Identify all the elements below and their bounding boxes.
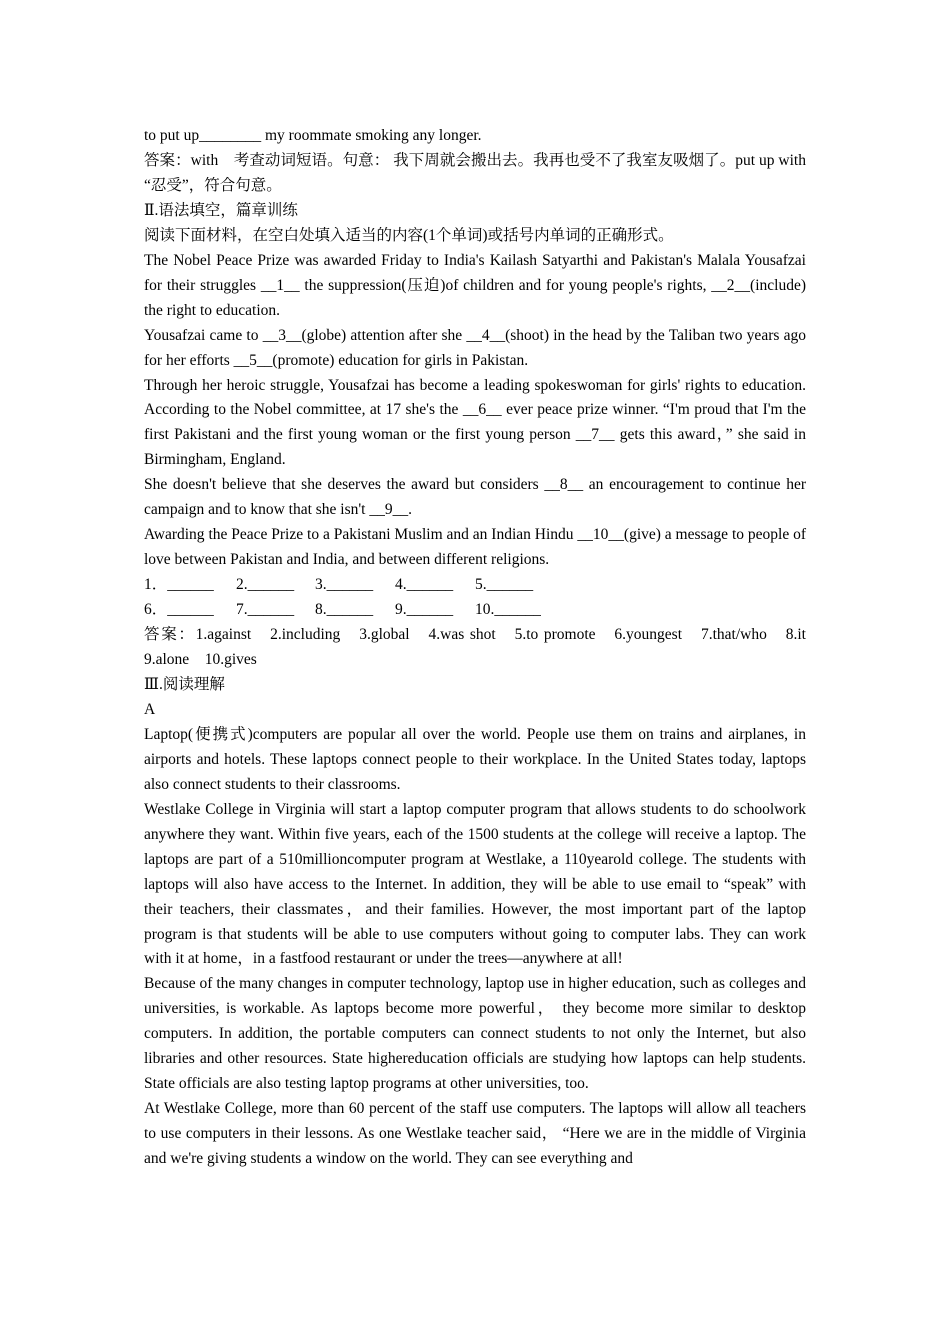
paragraph: Yousafzai came to __3__(globe) attention after she __4__(shoot) in the head by the Taliban two years ago for her efforts __5__(promote) education for girls in Pakistan.	[144, 326, 806, 369]
paragraph: Laptop(便携式)computers are popular all over the world. People use them on trains and airplanes, in airports and hotels. These laptops connect people to their workplace. In the United States today, laptops also connect students to their classrooms.	[144, 725, 806, 793]
blank-item: 4.______	[395, 576, 454, 594]
section-heading: Ⅱ.语法填空，篇章训练	[144, 201, 298, 219]
blank-item: 1．______	[144, 576, 214, 594]
paragraph: The Nobel Peace Prize was awarded Friday to India's Kailash Satyarthi and Pakistan's Malala Yousafzai for their struggles __1__ the suppression(压迫)of children and for young people's rights, __2__(include) the right to education.	[144, 251, 806, 319]
blank-item: 7.______	[236, 601, 295, 619]
answer-paragraph: 答案：1.against 2.including 3.global 4.was shot 5.to promote 6.youngest 7.that/who 8.it 9.alone 10.gives	[144, 626, 822, 669]
blank-item: 8.______	[315, 601, 374, 619]
paragraph: Awarding the Peace Prize to a Pakistani Muslim and an Indian Hindu __10__(give) a message to people of love between Pakistan and India, and between different religions.	[144, 526, 806, 569]
blank-row	[144, 598, 806, 623]
blank-item: 5.______	[475, 576, 534, 594]
blank-item: 10.______	[475, 601, 541, 619]
paragraph: At Westlake College, more than 60 percent of the staff use computers. The laptops will allow all teachers to use computers in their lessons. As one Westlake teacher said， “Here we are in the middle of Virginia and we're giving students a window on the world. They can see everything and	[144, 1100, 806, 1168]
paragraph: Because of the many changes in computer technology, laptop use in higher education, such as colleges and universities, is workable. As laptops become more powerful， they become more similar to desktop computers. In addition, the portable computers can connect students to not only the Internet, but also libraries and other resources. State highereducation officials are studying how laptops can help students. State officials are also testing laptop programs at other universities, too.	[144, 975, 806, 1093]
passage-label: A	[144, 700, 156, 718]
paragraph: Through her heroic struggle, Yousafzai has become a leading spokeswoman for girls' rights to education. According to the Nobel committee, at 17 she's the __6__ ever peace prize winner. “I'm proud that I'm the first Pakistani and the first young woman or the first young person __7__ gets this award，” she said in Birmingham, England.	[144, 376, 806, 469]
document-page	[144, 124, 822, 1172]
blank-row	[144, 573, 806, 598]
blank-item: 3.______	[315, 576, 374, 594]
blank-item: 2.______	[236, 576, 295, 594]
paragraph: She doesn't believe that she deserves the award but considers __8__ an encouragement to continue her campaign and to know that she isn't __9__.	[144, 476, 806, 519]
instructions: 阅读下面材料，在空白处填入适当的内容(1个单词)或括号内单词的正确形式。	[144, 226, 674, 244]
section-heading: Ⅲ.阅读理解	[144, 675, 225, 693]
blank-item: 6．______	[144, 601, 214, 619]
paragraph: to put up________ my roommate smoking any longer.	[144, 127, 482, 144]
answer-paragraph: 答案：with 考查动词短语。句意： 我下周就会搬出去。我再也受不了我室友吸烟了。put up with “忍受”，符合句意。	[144, 151, 806, 194]
blank-item: 9.______	[395, 601, 454, 619]
paragraph: Westlake College in Virginia will start a laptop computer program that allows students to do schoolwork anywhere they want. Within five years, each of the 1500 students at the college will receive a laptop. The laptops are part of a 510millioncomputer program at Westlake, a 110yearold college. The students with laptops will also have access to the Internet. In addition, they will be able to use email to “speak” with their teachers, their classmates，and their families. However, the most important part of the laptop program is that students will be able to use computers without going to computer labs. They can work with it at home，in a fastfood restaurant or under the trees—anywhere at all!	[144, 800, 806, 968]
